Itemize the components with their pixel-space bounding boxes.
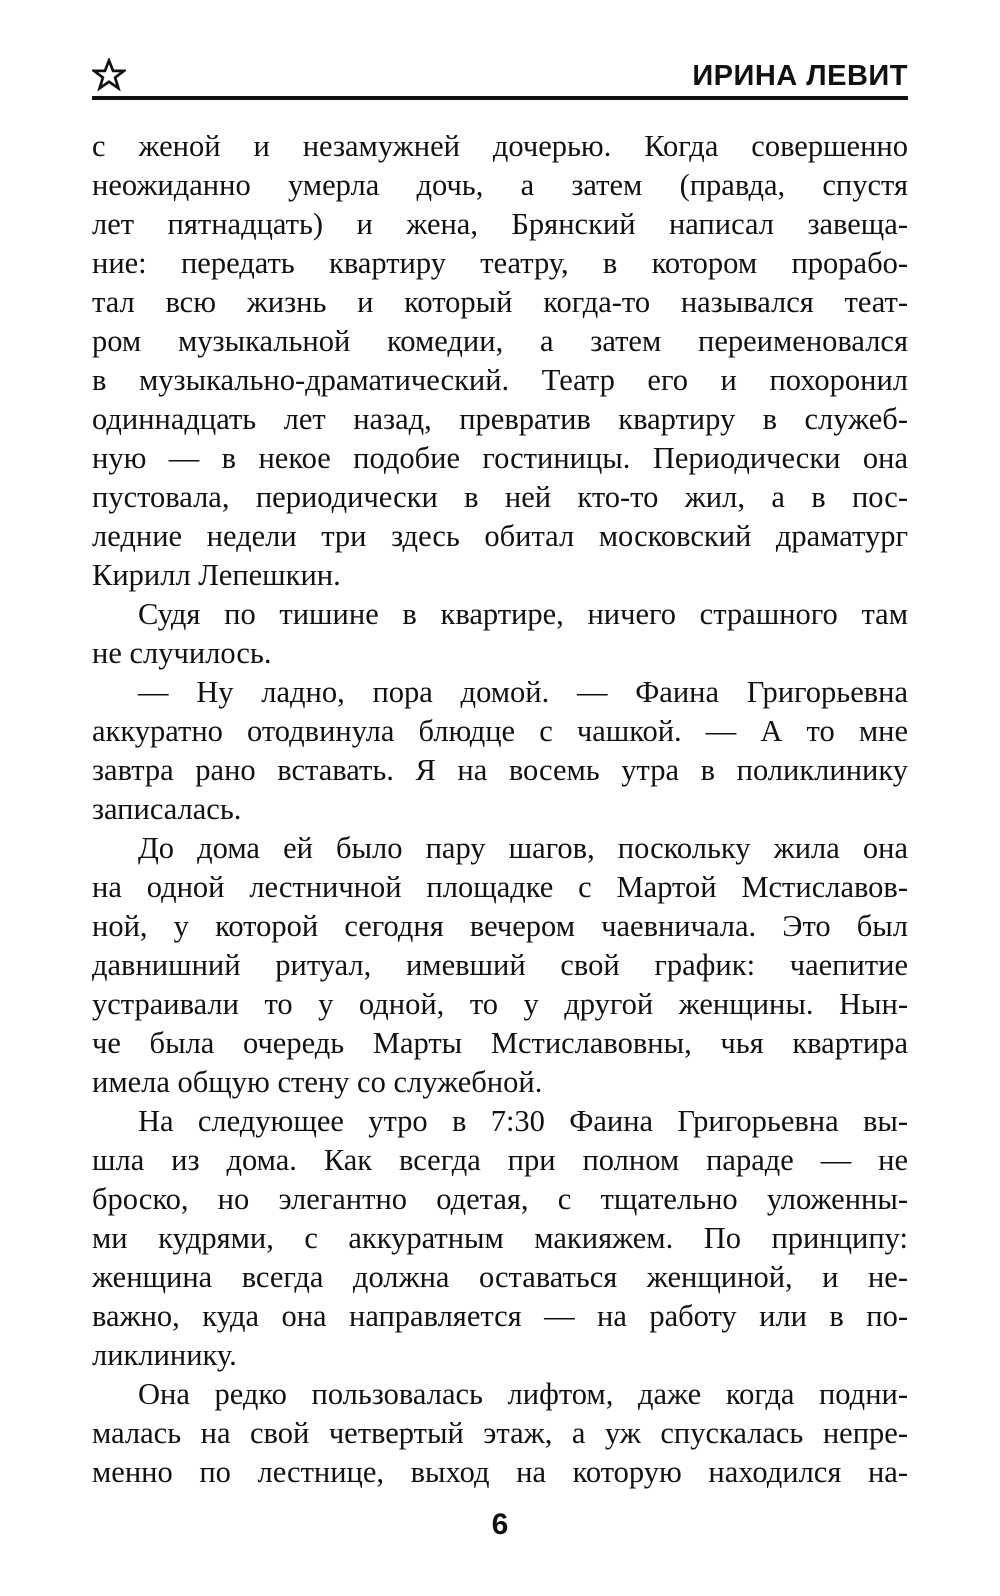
- star-icon: [92, 58, 126, 92]
- page-number: 6: [491, 1508, 509, 1541]
- text-line: че была очередь Марты Мстиславовны, чья квартира: [92, 1026, 908, 1060]
- text-line: лет пятнадцать) и жена, Брянский написал завеща-: [92, 207, 908, 241]
- text-line: малась на свой четвертый этаж, а уж спускалась непре-: [92, 1416, 908, 1450]
- text-line: ледние недели три здесь обитал московский драматург: [92, 519, 908, 553]
- text-line: с женой и незамужней дочерью. Когда совершенно: [92, 129, 908, 163]
- text-line: До дома ей было пару шагов, поскольку жила она: [138, 831, 908, 865]
- text-line: менно по лестнице, выход на которую находился на-: [92, 1455, 908, 1489]
- text-line: ми кудрями, с аккуратным макияжем. По принципу:: [92, 1221, 908, 1255]
- text-line: На следующее утро в 7:30 Фаина Григорьевна вы-: [138, 1104, 908, 1138]
- text-line: завтра рано вставать. Я на восемь утра в поликлинику: [92, 753, 908, 787]
- running-head-author: ИРИНА ЛЕВИТ: [692, 60, 908, 92]
- text-line: тал всю жизнь и который когда-то назывался теат-: [92, 285, 908, 319]
- text-line: Судя по тишине в квартире, ничего страшного там: [138, 597, 908, 631]
- text-line: на одной лестничной площадке с Мартой Мстиславов-: [92, 870, 908, 904]
- text-line: броско, но элегантно одетая, с тщательно уложенны-: [92, 1182, 908, 1216]
- text-line: одиннадцать лет назад, превратив квартиру в служеб-: [92, 402, 908, 436]
- text-line: важно, куда она направляется — на работу или в по-: [92, 1299, 908, 1333]
- text-line: женщина всегда должна оставаться женщиной, и не-: [92, 1260, 908, 1294]
- text-line: шла из дома. Как всегда при полном параде — не: [92, 1143, 908, 1177]
- text-line: аккуратно отодвинула блюдце с чашкой. — А то мне: [92, 714, 908, 748]
- text-line: Кирилл Лепешкин.: [92, 558, 341, 592]
- header-rule: [92, 96, 908, 100]
- text-line: ной, у которой сегодня вечером чаевничала. Это был: [92, 909, 908, 943]
- text-line: неожиданно умерла дочь, а затем (правда, спустя: [92, 168, 908, 202]
- page-header: [92, 56, 908, 96]
- text-line: в музыкально-драматический. Театр его и похоронил: [92, 363, 908, 397]
- text-line: записалась.: [92, 792, 242, 826]
- text-line: — Ну ладно, пора домой. — Фаина Григорьевна: [138, 675, 908, 709]
- text-line: устраивали то у одной, то у другой женщины. Нын-: [92, 987, 908, 1021]
- text-line: ную — в некое подобие гостиницы. Периодически она: [92, 441, 908, 475]
- body-text: [92, 127, 908, 1492]
- text-line: ние: передать квартиру театру, в котором прорабо-: [92, 246, 908, 280]
- text-line: имела общую стену со служебной.: [92, 1065, 543, 1099]
- text-line: ром музыкальной комедии, а затем переименовался: [92, 324, 908, 358]
- text-line: давнишний ритуал, имевший свой график: чаепитие: [92, 948, 908, 982]
- text-line: пустовала, периодически в ней кто-то жил, а в пос-: [92, 480, 908, 514]
- text-line: ликлинику.: [92, 1338, 237, 1372]
- text-line: не случилось.: [92, 636, 272, 670]
- text-line: Она редко пользовалась лифтом, даже когда подни-: [138, 1377, 908, 1411]
